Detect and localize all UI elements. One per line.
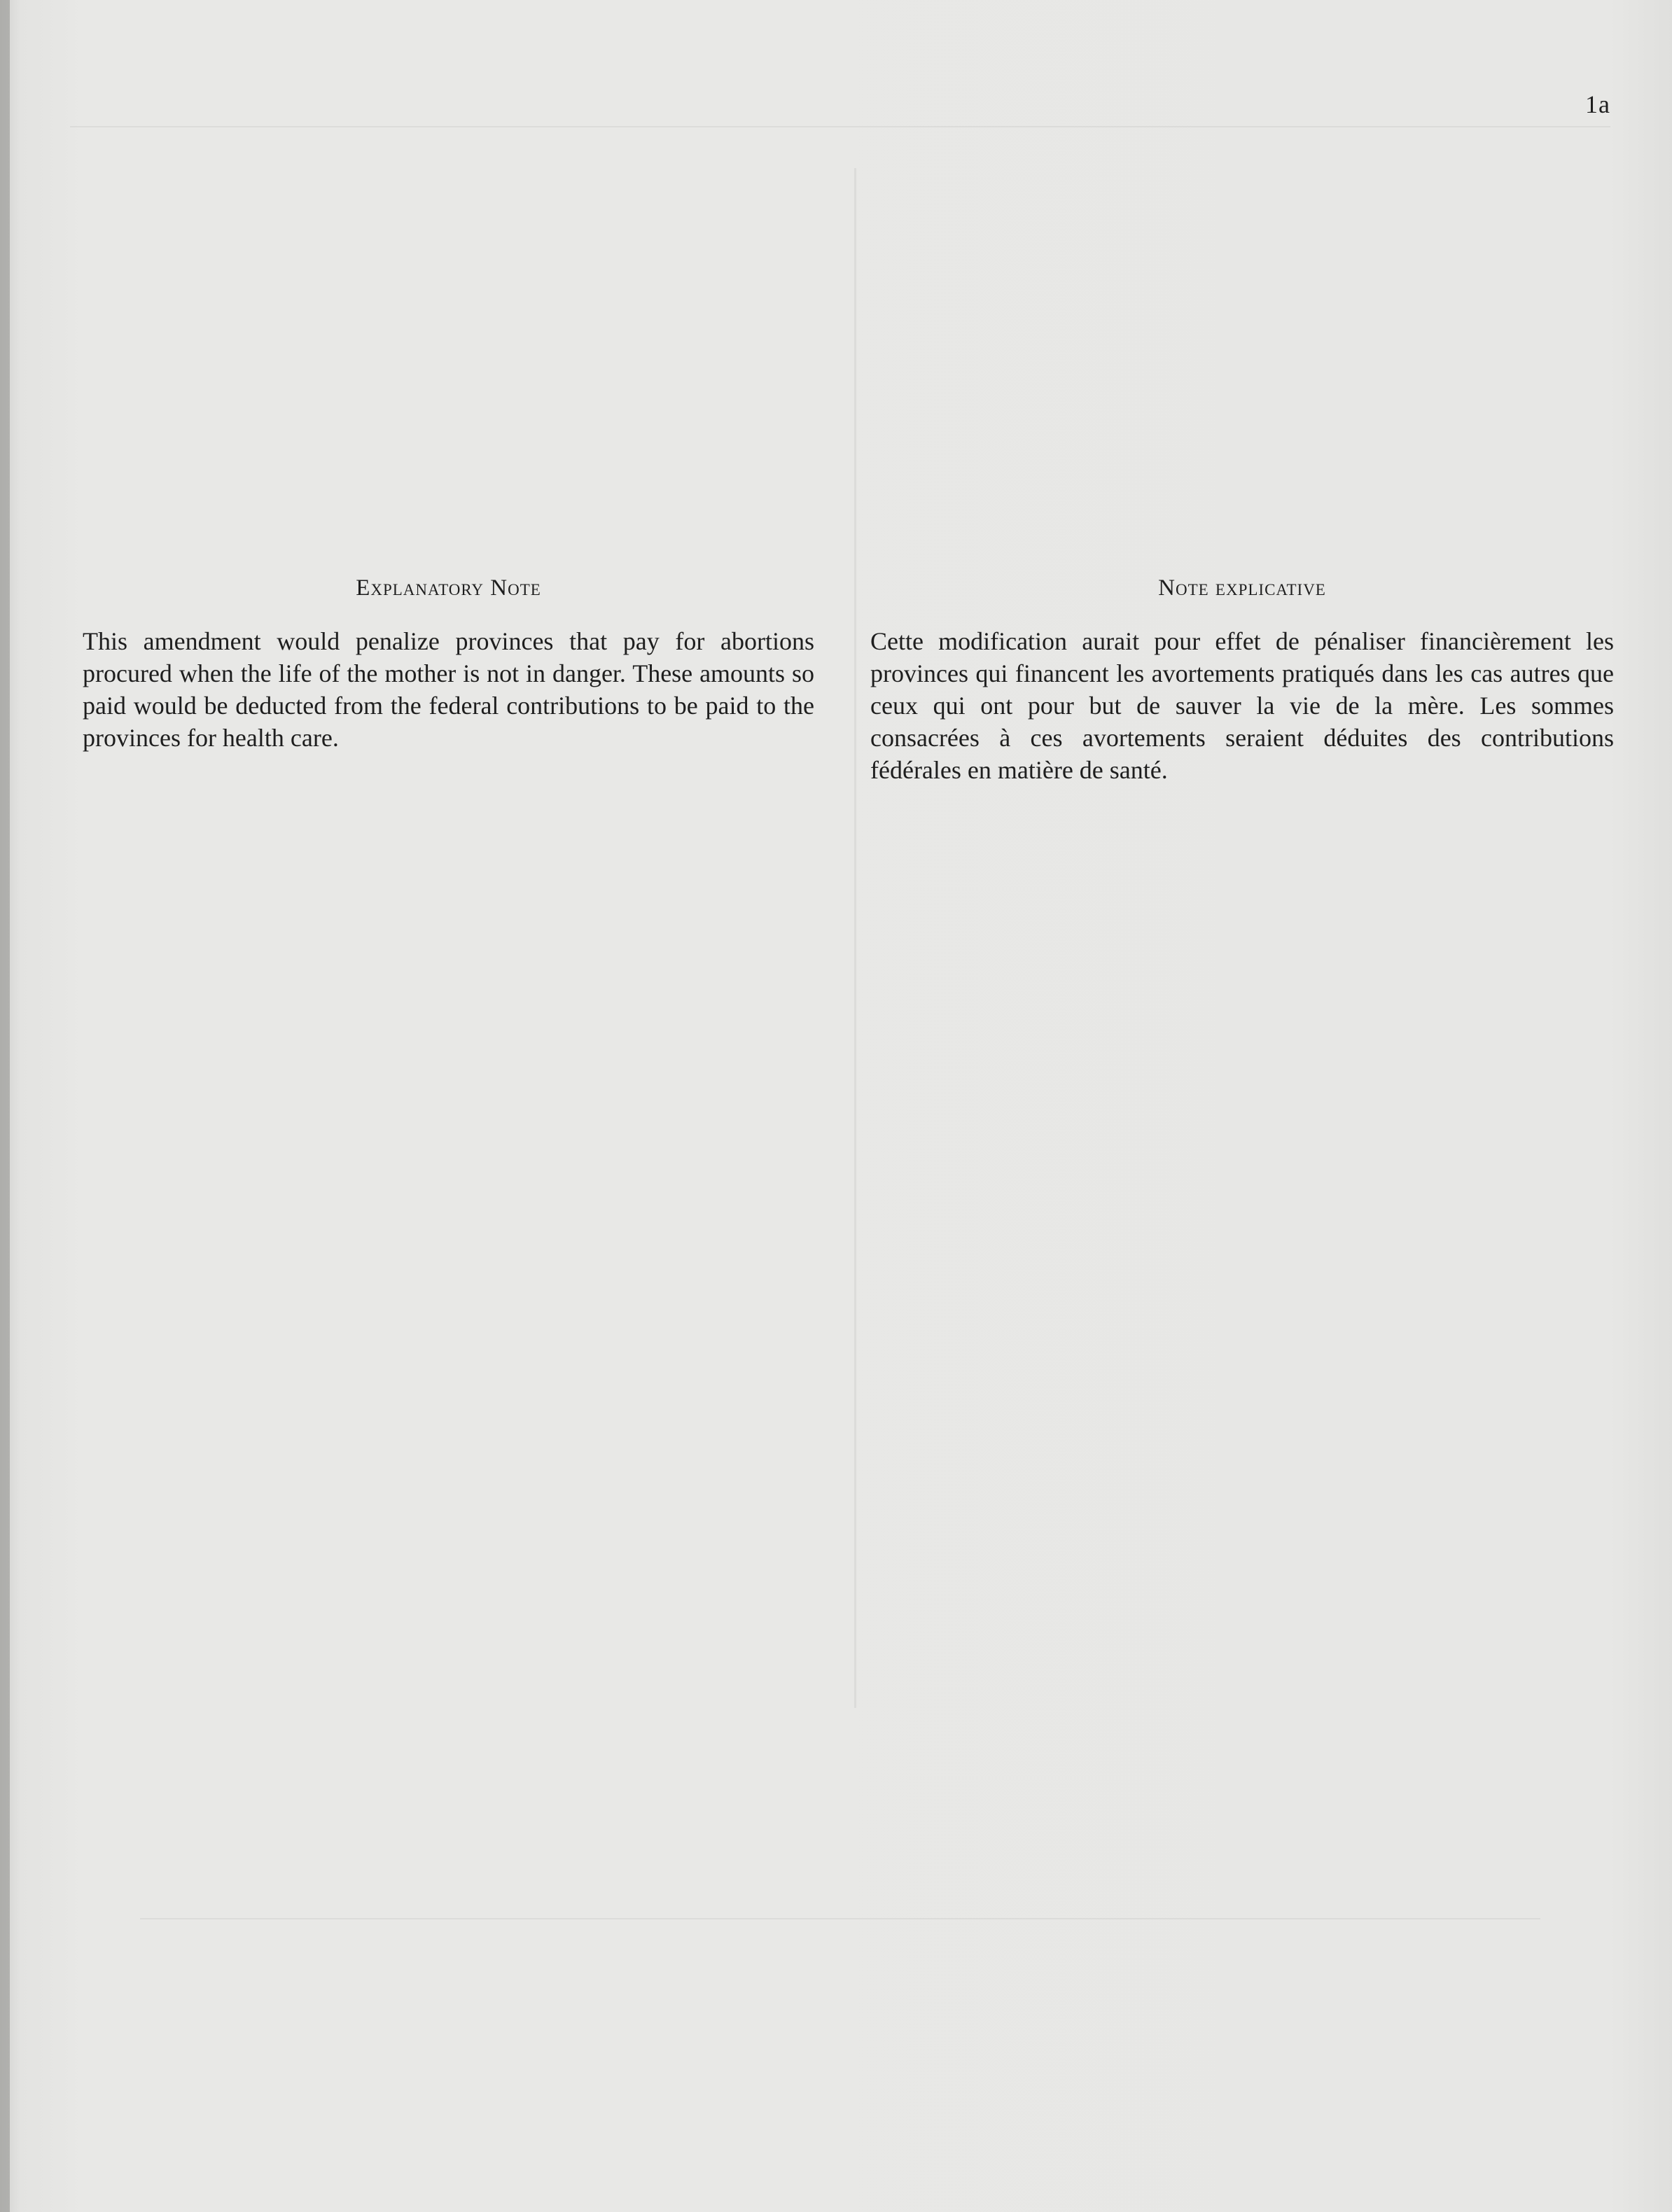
english-note: [83, 575, 814, 754]
page-binding-edge: [0, 0, 10, 2212]
french-note-heading: Note explicative: [1158, 575, 1326, 601]
bleed-through-top-rule: [70, 126, 1610, 127]
bleed-through-column-rule: [854, 168, 856, 1708]
bleed-through-footer-rule: [140, 1918, 1540, 1919]
french-note: [870, 575, 1614, 786]
english-note-heading: Explanatory Note: [356, 575, 541, 601]
english-note-body: This amendment would penalize provinces that pay for abortions procured when the life of the mother is not in danger. These amounts so paid would be deducted from the federal contributions to be paid to the provinces for health care.: [83, 627, 814, 752]
french-note-body: Cette modification aurait pour effet de pénaliser financièrement les provinces qui financent les avortements pratiqués dans les cas autres que ceux qui ont pour but de sauver la vie de la mère. Les sommes consacrées à ces avortements seraient déduites des contributions fédérales en matière de santé.: [870, 627, 1614, 784]
page-number: 1a: [1585, 90, 1610, 118]
